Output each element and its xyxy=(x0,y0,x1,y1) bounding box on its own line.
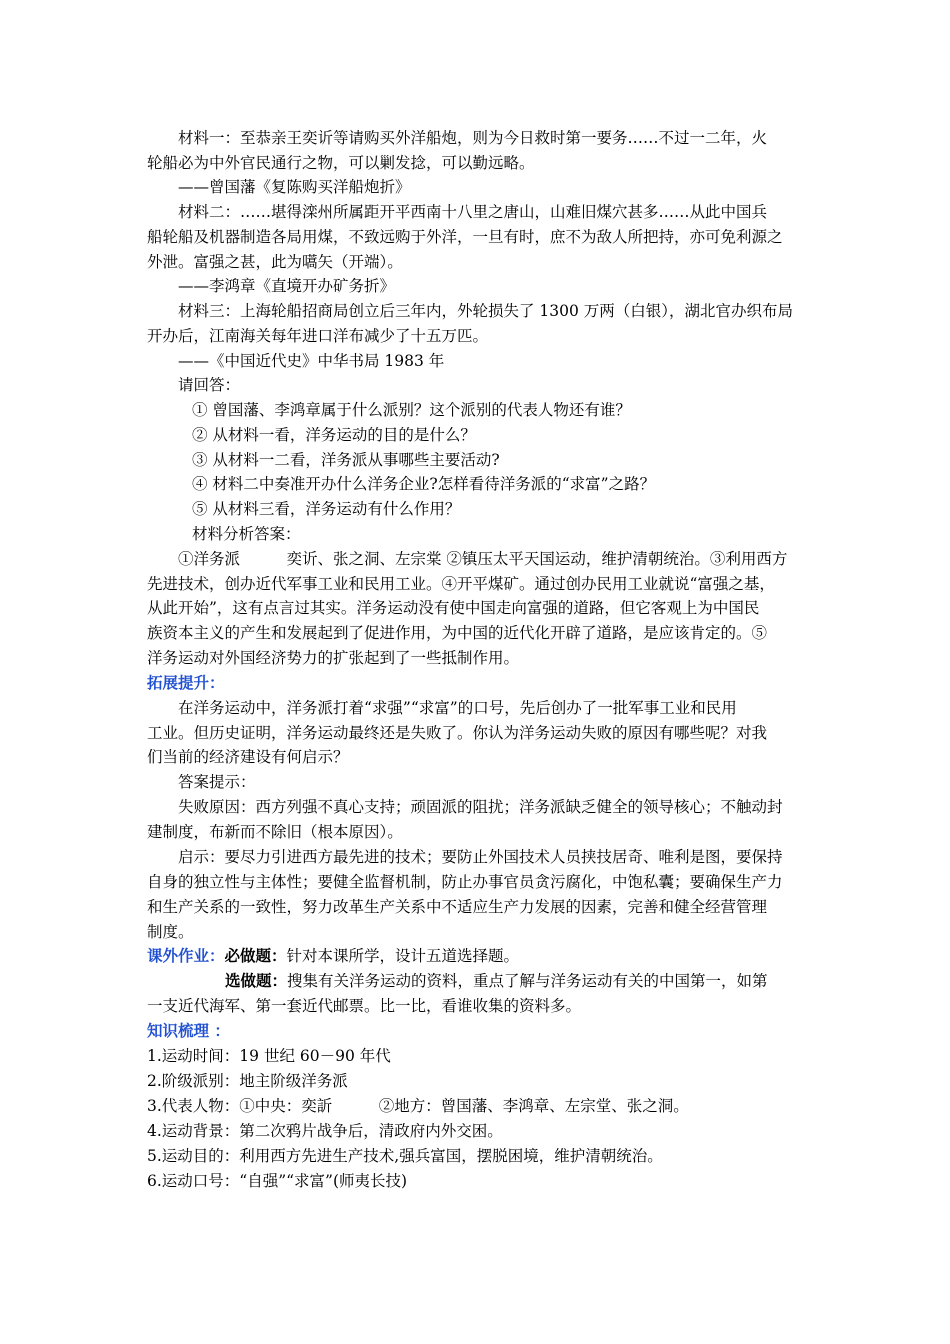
analysis-line-4: 族资本主义的产生和发展起到了促进作用，为中国的近代化开辟了道路，是应该肯定的。⑤ xyxy=(147,624,768,642)
knowledge-item: 1.运动时间：19 世纪 60－90 年代 xyxy=(147,1047,391,1065)
material-2-source: ——李鸿章《直境开办矿务折》 xyxy=(178,277,396,295)
knowledge-heading: 知识梳理 ： xyxy=(147,1021,230,1040)
extension-heading: 拓展提升： xyxy=(147,673,225,692)
analysis-line-3: 从此开始”，这有点言过其实。洋务运动没有使中国走向富强的道路，但它客观上为中国民 xyxy=(147,599,760,617)
questions-prompt: 请回答： xyxy=(178,376,241,394)
required-label: 必做题： xyxy=(224,946,287,965)
required-text: 针对本课所学，设计五道选择题。 xyxy=(286,947,520,965)
knowledge-item: 4.运动背景：第二次鸦片战争后，清政府内外交困。 xyxy=(147,1122,503,1140)
homework-heading: 课外作业： xyxy=(147,946,225,965)
knowledge-item: 6.运动口号：“自强”“求富”(师夷长技) xyxy=(147,1172,408,1190)
homework-required xyxy=(147,944,812,968)
failure-reasons-line-1: 失败原因：西方列强不真心支持；顽固派的阻扰；洋务派缺乏健全的领导核心；不触动封 xyxy=(178,798,783,816)
knowledge-item: 3.代表人物：①中央：奕訢 ②地方：曾国藩、李鸿章、左宗堂、张之洞。 xyxy=(147,1097,689,1115)
extension-line-1: 在洋务运动中，洋务派打着“求强”“求富”的口号，先后创办了一批军事工业和民用 xyxy=(178,699,737,717)
material-1-line-1: 材料一：至恭亲王奕䜣等请购买外洋船炮，则为今日救时第一要务……不过一二年，火 xyxy=(178,129,768,147)
homework-optional xyxy=(225,969,815,993)
material-3-line-1: 材料三：上海轮船招商局创立后三年内，外轮损失了 1300 万两（白银），湖北官办织布局 xyxy=(178,302,794,320)
insight-line-2: 自身的独立性与主体性；要健全监督机制，防止办事官员贪污腐化，中饱私囊；要确保生产力 xyxy=(147,873,783,891)
optional-text: 搜集有关洋务运动的资料，重点了解与洋务运动有关的中国第一，如第 xyxy=(287,972,768,990)
analysis-heading: 材料分析答案： xyxy=(192,525,301,543)
question-2: ② 从材料一看，洋务运动的目的是什么？ xyxy=(192,426,476,444)
extension-line-3: 们当前的经济建设有何启示？ xyxy=(147,748,349,766)
material-1-source: ——曾国藩《复陈购买洋船炮折》 xyxy=(178,178,411,196)
analysis-line-5: 洋务运动对外国经济势力的扩张起到了一些抵制作用。 xyxy=(147,649,520,667)
homework-optional-line-2: 一支近代海军、第一套近代邮票。比一比，看谁收集的资料多。 xyxy=(147,997,582,1015)
question-1: ① 曾国藩、李鸿章属于什么派别？这个派别的代表人物还有谁？ xyxy=(192,401,631,419)
answer-hint: 答案提示： xyxy=(178,773,256,791)
insight-line-4: 制度。 xyxy=(147,923,194,941)
insight-line-1: 启示：要尽力引进西方最先进的技术；要防止外国技术人员挟技居奇、唯利是图，要保持 xyxy=(178,848,783,866)
question-4: ④ 材料二中奏准开办什么洋务企业?怎样看待洋务派的“求富”之路？ xyxy=(192,475,656,493)
question-3: ③ 从材料一二看，洋务派从事哪些主要活动? xyxy=(192,451,500,469)
material-1-line-2: 轮船必为中外官民通行之物，可以剿发捻，可以勤远略。 xyxy=(147,154,535,172)
analysis-line-2: 先进技术，创办近代军事工业和民用工业。④开平煤矿。通过创办民用工业就说“富强之基， xyxy=(147,575,775,593)
insight-line-3: 和生产关系的一致性，努力改革生产关系中不适应生产力发展的因素，完善和健全经营管理 xyxy=(147,898,768,916)
material-2-line-3: 外泄。富强之甚，此为嚆矢（开端）。 xyxy=(147,253,403,271)
material-3-line-2: 开办后，江南海关每年进口洋布减少了十五万匹。 xyxy=(147,327,489,345)
material-3-source: ——《中国近代史》中华书局 1983 年 xyxy=(178,352,445,370)
knowledge-item: 5.运动目的：利用西方先进生产技术,强兵富国，摆脱困境，维护清朝统治。 xyxy=(147,1147,663,1165)
extension-line-2: 工业。但历史证明，洋务运动最终还是失败了。你认为洋务运动失败的原因有哪些呢？对我 xyxy=(147,724,768,742)
analysis-line-1: ①洋务派 奕䜣、张之洞、左宗棠 ②镇压太平天国运动，维护清朝统治。③利用西方 xyxy=(178,550,788,568)
question-5: ⑤ 从材料三看，洋务运动有什么作用？ xyxy=(192,500,461,518)
knowledge-item: 2.阶级派别：地主阶级洋务派 xyxy=(147,1072,348,1090)
optional-label: 选做题： xyxy=(225,971,288,990)
failure-reasons-line-2: 建制度，布新而不除旧（根本原因）。 xyxy=(147,823,403,841)
material-2-line-1: 材料二：……堪得滦州所属距开平西南十八里之唐山，山难旧煤穴甚多……从此中国兵 xyxy=(178,203,768,221)
material-2-line-2: 船轮船及机器制造各局用煤，不致远购于外洋，一旦有时，庶不为敌人所把持，亦可免利源之 xyxy=(147,228,783,246)
